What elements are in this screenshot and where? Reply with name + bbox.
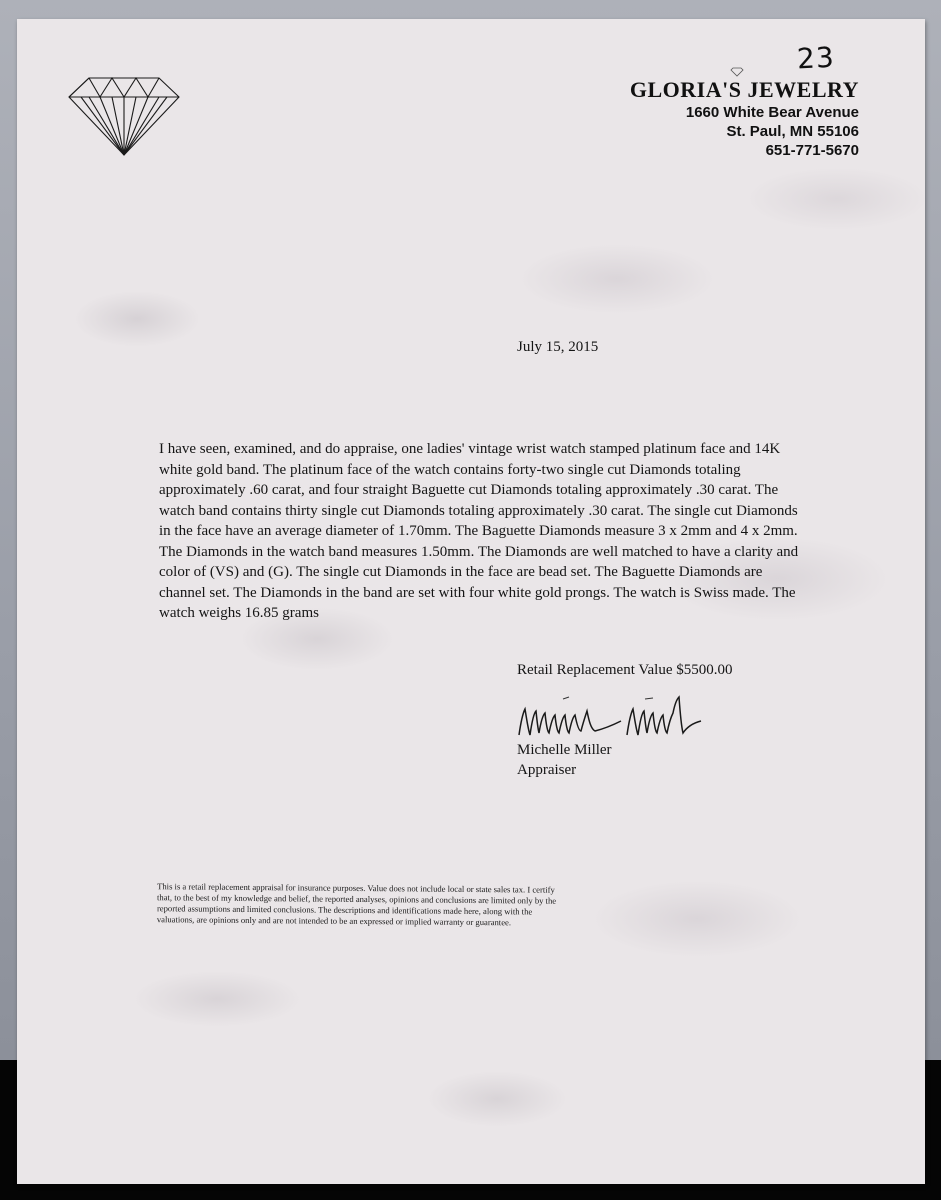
letter-date: July 15, 2015 [517,339,599,355]
replacement-value: Retail Replacement Value $5500.00 [517,662,733,678]
diamond-icon [67,75,181,157]
handwritten-page-number: 23 [796,40,836,76]
address-line-1: 1660 White Bear Avenue [685,104,859,121]
company-name-text: GLORIA'S JEWELRY [629,77,859,102]
letterhead [630,77,859,160]
appraiser-name: Michelle Miller [517,742,612,758]
address-line-2: St. Paul, MN 55106 [726,123,859,140]
appraiser-title: Appraiser [517,762,577,778]
phone-number: 651-771-5670 [765,142,859,159]
disclaimer-text: This is a retail replacement appraisal for insurance purposes. Value does not include local or state sales tax. I certify that, to the best of my knowledge and belief, the reported analyses, opinions and conclusions are limited only by the reported assumptions and limited conclusions. The descriptions and identifications made here, along with the valuations, are opinions only and are not intended to be an expressed or implied warranty or guarantee. [156,881,557,928]
signature [517,691,717,741]
appraisal-document [17,19,925,1184]
mini-diamond-icon [730,67,744,77]
company-name [630,77,859,103]
appraisal-body: I have seen, examined, and do appraise, one ladies' vintage wrist watch stamped platinum face and 14K white gold band. The platinum face of the watch contains forty-two single cut Diamonds totaling approximately .60 carat, and four straight Baguette cut Diamonds totaling approximately .30 carat. The watch band contains thirty single cut Diamonds totaling approximately .30 carat. The single cut Diamonds in the face have an average diameter of 1.70mm. The Baguette Diamonds measure 3 x 2mm and 4 x 2mm. The Diamonds in the watch band measures 1.50mm. The Diamonds are well matched to have a clarity and color of (VS) and (G). The single cut Diamonds in the face are bead set. The Baguette Diamonds are channel set. The Diamonds in the band are set with four white gold prongs. The watch is Swiss made. The watch weighs 16.85 grams [159,441,799,621]
